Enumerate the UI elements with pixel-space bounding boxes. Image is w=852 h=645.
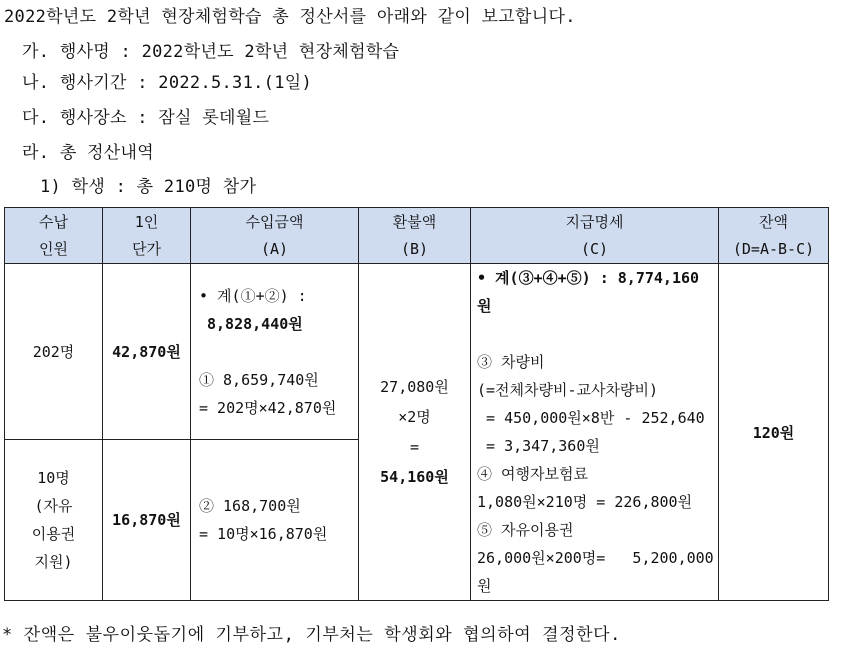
payment-line: = 3,347,360원 — [477, 437, 600, 455]
item-text: 행사기간 : 2022.5.31.(1일) — [59, 73, 312, 93]
refund-line: 27,080원 — [380, 378, 449, 396]
header-income: 수입금액 (A) — [191, 208, 359, 264]
sub-item-text: 1) 학생 : 총 210명 참가 — [40, 177, 257, 197]
income-2: ② 168,700원 — [199, 496, 301, 515]
refund-total: 54,160원 — [380, 468, 449, 486]
payment-line: 26,000원×200명= 5,200,000 — [477, 549, 714, 567]
item-na — [22, 68, 312, 93]
row1-unit-price: 42,870원 — [103, 264, 191, 440]
payment-line: (=전체차량비-교사차량비) — [477, 381, 659, 399]
row1-income — [191, 264, 359, 440]
row2-count — [5, 439, 103, 600]
item-mark: 가. — [22, 42, 50, 62]
row2-count-line: 10명 — [37, 468, 70, 487]
item-text: 행사명 : 2022학년도 2학년 현장체험학습 — [59, 42, 400, 62]
settlement-table — [4, 207, 829, 601]
item-mark: 라. — [22, 143, 50, 163]
row2-income — [191, 439, 359, 600]
item-ga — [22, 37, 399, 62]
refund-cell — [359, 264, 471, 601]
payment-line: = 450,000원×8반 - 252,640 — [477, 409, 705, 427]
row2-count-line: (자유 — [34, 496, 73, 515]
item-text: 총 정산내역 — [59, 143, 154, 163]
table-row — [5, 264, 829, 440]
header-payment: 지급명세 (C) — [471, 208, 719, 264]
row1-count: 202명 — [5, 264, 103, 440]
payment-cell — [471, 264, 719, 601]
row2-count-line: 지원) — [34, 552, 73, 571]
item-mark: 다. — [22, 108, 50, 128]
sub-item-students — [40, 172, 256, 197]
row2-count-line: 이용권 — [31, 524, 76, 543]
income-1: ① 8,659,740원 — [199, 371, 319, 390]
row2-unit-price: 16,870원 — [103, 439, 191, 600]
payment-line: ⑤ 자유이용권 — [477, 521, 574, 539]
intro-sentence: 2022학년도 2학년 현장체험학습 총 정산서를 아래와 같이 보고합니다. — [4, 7, 576, 27]
income-2-calc: = 10명×16,870원 — [199, 524, 328, 543]
payment-line: 1,080원×210명 = 226,800원 — [477, 493, 693, 511]
payment-line: • 계(③+④+⑤) : 8,774,160 — [477, 269, 700, 287]
intro-text — [4, 2, 576, 27]
payment-line: 원 — [477, 577, 492, 595]
income-total-value: 8,828,440원 — [207, 315, 303, 334]
item-text: 행사장소 : 잠실 롯데월드 — [59, 108, 270, 128]
refund-line: ×2명 — [398, 408, 431, 426]
payment-line: 원 — [477, 297, 492, 315]
footnote: * 잔액은 불우이웃돕기에 기부하고, 기부처는 학생회와 협의하여 결정한다. — [2, 625, 622, 645]
item-da — [22, 103, 269, 128]
balance-cell: 120원 — [719, 264, 829, 601]
header-count: 수납 인원 — [5, 208, 103, 264]
header-balance: 잔액 (D=A-B-C) — [719, 208, 829, 264]
header-unit-price: 1인 단가 — [103, 208, 191, 264]
income-1-calc: = 202명×42,870원 — [199, 399, 337, 418]
refund-line: = — [409, 438, 420, 456]
item-mark: 나. — [22, 73, 50, 93]
payment-line: ④ 여행자보험료 — [477, 465, 588, 483]
table-header-row — [5, 208, 829, 264]
header-refund: 환불액 (B) — [359, 208, 471, 264]
payment-line: ③ 차량비 — [477, 353, 545, 371]
item-ra — [22, 138, 154, 163]
income-total-label: • 계(①+②) : — [199, 287, 307, 306]
payment-line — [477, 320, 718, 348]
